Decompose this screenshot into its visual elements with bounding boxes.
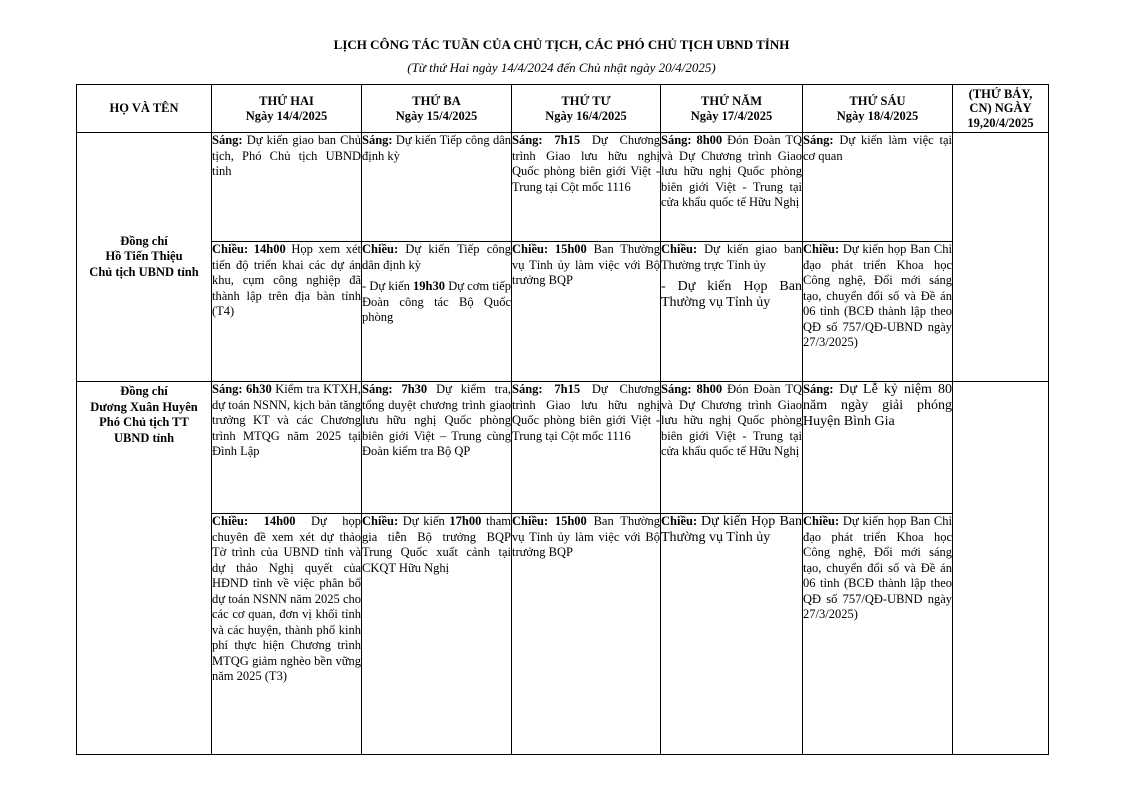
activity-text: Dự Lễ kỷ niệm 80 năm ngày giải phóng Huyện Bình Gia — [803, 382, 953, 429]
activity-text: Dự kiến giao ban Thường trực Tỉnh ủy — [661, 242, 802, 272]
activity-text: Dự kiến giao ban Chủ tịch, Phó Chủ tịch UBND tỉnh — [212, 133, 361, 178]
header-wednesday-day: THỨ TƯ — [561, 94, 611, 108]
person-2-fullname: Dương Xuân Huyên — [90, 399, 198, 414]
header-tuesday-day: THỨ BA — [412, 94, 461, 108]
session-label: Chiều: 14h00 — [212, 242, 286, 256]
p1-thursday-morning — [661, 133, 803, 242]
activity-text: - Dự kiến Họp Ban Thường vụ Tỉnh ủy — [661, 279, 802, 310]
session-label: Chiều: 14h00 — [212, 514, 296, 528]
header-name-label: HỌ VÀ TÊN — [109, 101, 179, 116]
page-subtitle: (Từ thứ Hai ngày 14/4/2024 đến Chủ nhật ngày 20/4/2025) — [407, 60, 716, 75]
session-label: Sáng: — [803, 382, 834, 396]
person-1-position: Chủ tịch UBND tỉnh — [89, 264, 199, 279]
activity-text: Dự họp chuyên đề xem xét dự thảo Tờ trình của UBND tỉnh và dự thảo Nghị quyết của HĐND tỉnh về việc phân bổ dự toán NSNN năm 2025 cho các cơ quan, đơn vị khối tỉnh và các huyện, thành phố kinh phí thực hiện Chương trình MTQG giảm nghèo bền vững năm 2025 (T3) — [212, 514, 361, 683]
session-label: Chiều: — [803, 242, 840, 256]
header-weekend-line2: CN) NGÀY — [969, 101, 1032, 116]
session-label: Sáng: 8h00 — [661, 133, 723, 147]
session-label: Sáng: 8h00 — [661, 382, 723, 396]
activity-text: Dự kiến — [402, 514, 445, 528]
p2-wednesday-afternoon — [512, 514, 661, 755]
activity-time: 17h00 — [449, 514, 482, 528]
session-label: Chiều: — [661, 514, 698, 528]
header-monday — [212, 85, 362, 133]
p2-weekend — [953, 382, 1049, 755]
header-thursday-day: THỨ NĂM — [701, 94, 762, 108]
activity-text: Dự Chương trình Giao lưu hữu nghị Quốc phòng biên giới Việt - Trung tại Cột mốc 1116 — [512, 133, 660, 194]
p2-friday-afternoon — [803, 514, 953, 755]
header-tuesday-date: Ngày 15/4/2025 — [395, 108, 478, 123]
header-friday — [803, 85, 953, 133]
p1-wednesday-afternoon — [512, 242, 661, 382]
p1-friday-morning — [803, 133, 953, 242]
person-1-honorific: Đồng chí — [120, 233, 168, 248]
session-label: Chiều: 15h00 — [512, 242, 587, 256]
header-row — [77, 85, 1049, 133]
activity-text: Dự kiến họp Ban Chỉ đạo phát triển Khoa học Công nghệ, Đổi mới sáng tạo, chuyển đổi số và Đề án 06 tỉnh (BCĐ thành lập theo QĐ số 757/QĐ-UBND ngày 27/3/2025) — [803, 514, 952, 621]
activity-text: Dự kiểm tra, tổng duyệt chương trình giao lưu hữu nghị Quốc phòng biên giới Việt – Trung cùng Đoàn kiểm tra Bộ QP — [362, 382, 511, 458]
activity-text: Đón Đoàn TQ và Dự Chương trình Giao lưu hữu nghị Quốc phòng biên giới Việt - Trung tại cửa khẩu quốc tế Hữu Nghị — [661, 382, 802, 458]
p2-thursday-morning — [661, 382, 803, 514]
person-1-name — [77, 133, 212, 382]
header-weekend — [953, 85, 1049, 133]
table-row — [77, 382, 1049, 514]
p1-friday-afternoon — [803, 242, 953, 382]
person-2-name — [77, 382, 212, 755]
p1-tuesday-afternoon — [362, 242, 512, 382]
session-label: Sáng: — [212, 133, 243, 147]
person-2-position: Phó Chủ tịch TT — [99, 415, 189, 429]
activity-text: Họp xem xét tiến độ triển khai các dự án khu, cụm công nghiệp đã thành lập trên địa bàn tỉnh (T4) — [212, 242, 361, 318]
header-monday-date: Ngày 14/4/2025 — [245, 108, 328, 123]
page-title: LỊCH CÔNG TÁC TUẦN CỦA CHỦ TỊCH, CÁC PHÓ CHỦ TỊCH UBND TỈNH — [333, 37, 790, 52]
session-label: Sáng: 6h30 — [212, 382, 272, 396]
header-friday-date: Ngày 18/4/2025 — [836, 108, 919, 123]
p2-tuesday-afternoon — [362, 514, 512, 755]
table-row — [77, 242, 1049, 382]
person-2-position-cont: UBND tỉnh — [113, 430, 175, 445]
activity-text: Ban Thường vụ Tỉnh ủy làm việc với Bộ trưởng BQP — [512, 514, 660, 559]
activity-text: tham gia tiễn Bộ trưởng BQP Trung Quốc xuất cảnh tại CKQT Hữu Nghị — [362, 514, 512, 575]
p1-wednesday-morning — [512, 133, 661, 242]
p2-monday-morning — [212, 382, 362, 514]
activity-time: 19h30 — [413, 279, 445, 293]
p1-thursday-afternoon — [661, 242, 803, 382]
session-label: Chiều: — [803, 514, 840, 528]
header-weekend-line1: (THỨ BẢY, — [968, 86, 1033, 101]
header-name — [77, 85, 212, 133]
p2-tuesday-morning — [362, 382, 512, 514]
p1-tuesday-morning — [362, 133, 512, 242]
activity-text: Dự kiến Tiếp công dân định kỳ — [362, 242, 511, 272]
person-2-honorific: Đồng chí — [120, 384, 168, 398]
activity-text: Ban Thường vụ Tỉnh ủy làm việc với Bộ trưởng BQP — [512, 242, 660, 287]
session-label: Sáng: 7h30 — [362, 382, 428, 396]
header-wednesday — [512, 85, 661, 133]
activity-text: - Dự kiến — [362, 279, 410, 293]
session-label: Sáng: — [803, 133, 834, 147]
activity-text: Dự cơm tiếp Đoàn công tác Bộ Quốc phòng — [362, 279, 511, 324]
header-wednesday-date: Ngày 16/4/2025 — [545, 108, 627, 123]
session-label: Sáng: 7h15 — [512, 133, 581, 147]
session-label: Sáng: 7h15 — [512, 382, 581, 396]
table-row — [77, 133, 1049, 242]
table-row — [77, 514, 1049, 755]
session-label: Chiều: — [661, 242, 698, 256]
p2-monday-afternoon — [212, 514, 362, 755]
activity-text: Dự kiến Họp Ban Thường vụ Tỉnh ủy — [661, 514, 803, 545]
session-label: Chiều: — [362, 242, 399, 256]
header-tuesday — [362, 85, 512, 133]
activity-text: Dự kiến Tiếp công dân định kỳ — [362, 133, 512, 163]
header-monday-day: THỨ HAI — [259, 94, 314, 108]
p1-weekend — [953, 133, 1049, 382]
session-label: Sáng: — [362, 133, 393, 147]
p1-monday-morning — [212, 133, 362, 242]
header-thursday-date: Ngày 17/4/2025 — [690, 108, 773, 123]
activity-text: Dự kiến làm việc tại cơ quan — [803, 133, 952, 163]
p2-thursday-afternoon — [661, 514, 803, 755]
header-friday-day: THỨ SÁU — [849, 94, 906, 108]
schedule-table — [76, 84, 1049, 755]
person-1-fullname: Hồ Tiến Thiệu — [105, 249, 183, 264]
activity-text: Dự Chương trình Giao lưu hữu nghị Quốc phòng biên giới Việt - Trung tại Cột mốc 1116 — [512, 382, 660, 443]
p2-friday-morning — [803, 382, 953, 514]
activity-text: Kiểm tra KTXH, dự toán NSNN, kịch bản tăng trưởng KT và các Chương trình MTQG năm 2025 tại Đình Lập — [212, 382, 361, 458]
activity-text: Dự kiến họp Ban Chỉ đạo phát triển Khoa học Công nghệ, Đổi mới sáng tạo, chuyển đổi số và Đề án 06 tỉnh (BCĐ thành lập theo QĐ số 757/QĐ-UBND ngày 27/3/2025) — [803, 242, 952, 349]
header-weekend-line3: 19,20/4/2025 — [967, 115, 1034, 130]
p2-wednesday-morning — [512, 382, 661, 514]
session-label: Chiều: 15h00 — [512, 514, 587, 528]
header-thursday — [661, 85, 803, 133]
session-label: Chiều: — [362, 514, 399, 528]
p1-monday-afternoon — [212, 242, 362, 382]
activity-text: Đón Đoàn TQ và Dự Chương trình Giao lưu hữu nghị Quốc phòng biên giới Việt - Trung tại cửa khẩu quốc tế Hữu Nghị — [661, 133, 802, 209]
